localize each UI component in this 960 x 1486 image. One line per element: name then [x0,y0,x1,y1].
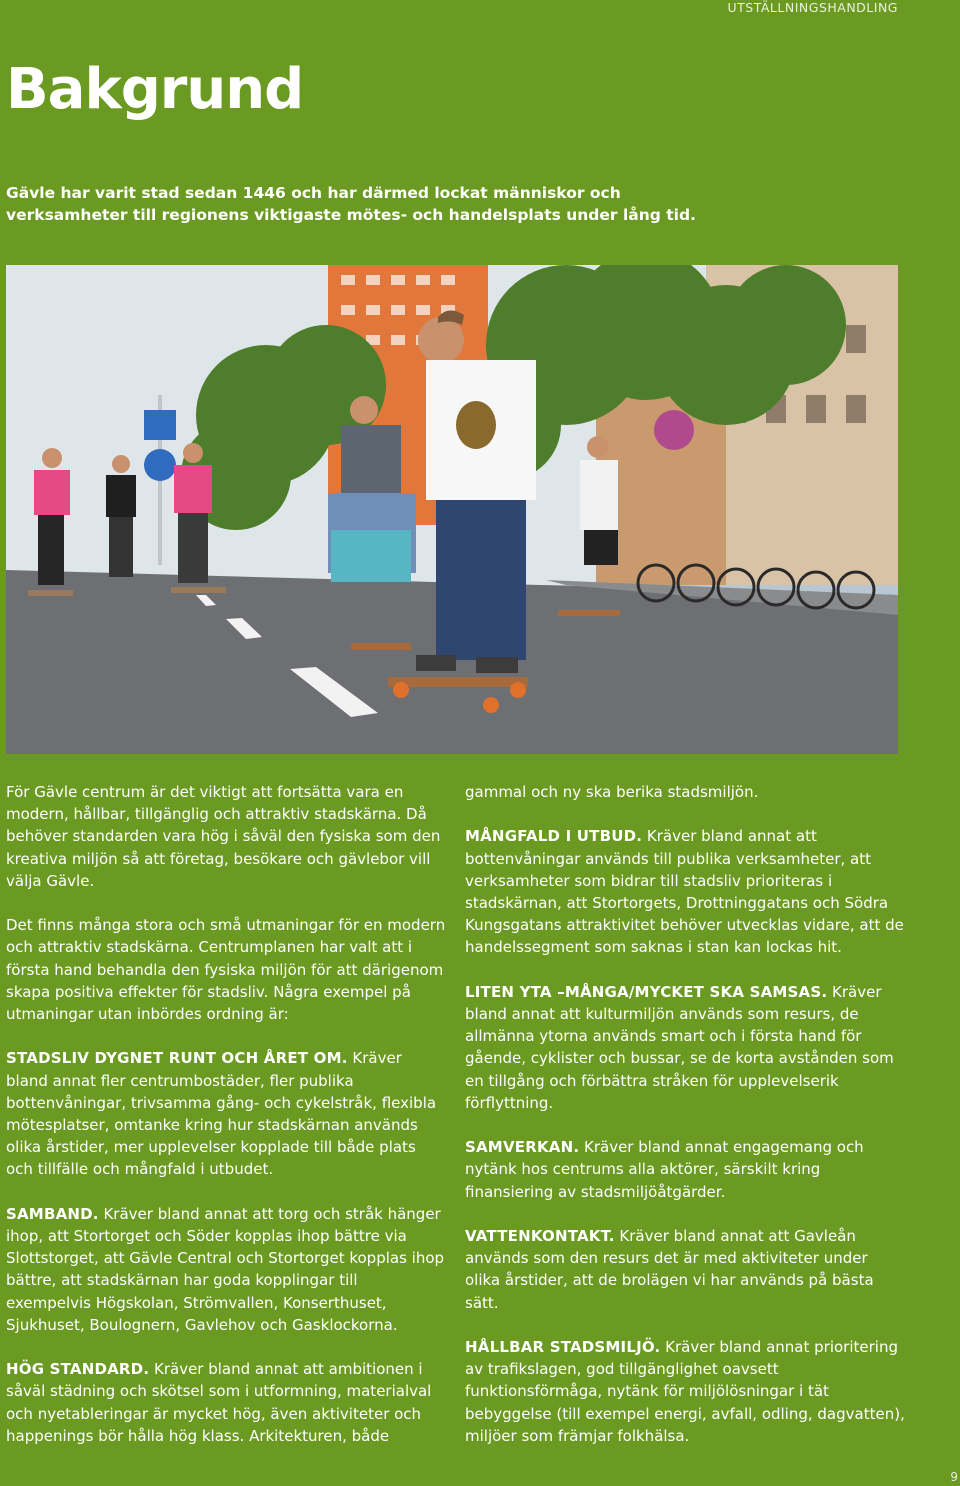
challenge-heading: SAMBAND. [6,1204,99,1223]
challenge-heading: HÅLLBAR STADSMILJÖ. [465,1338,661,1356]
page-number: 9 [950,1470,958,1484]
challenge-heading: HÖG STANDARD. [6,1360,150,1379]
challenge-item [465,981,905,1114]
challenge-item [465,1136,905,1203]
right-text-column [465,781,905,1469]
challenge-heading: SAMVERKAN. [465,1138,580,1157]
challenge-heading: LITEN YTA –MÅNGA/MYCKET SKA SAMSAS. [465,982,828,1001]
challenge-text: Kräver bland annat engagemang och nytänk hos centrums alla aktörer, särskilt kring finansiering av stadsmiljöåtgärder. [465,1138,864,1201]
skateboarders-photo [6,265,898,754]
challenge-heading: VATTENKONTAKT. [465,1227,615,1245]
challenge-text: Kräver bland annat att bottenvåningar används till publika verksamheter, att verksamheter som bidrar till stadsliv prioriteras i stadskärnan, att Stortorgets, Drottninggatans och Södra Kungsgatans attraktivitet behöver utvecklas vidare, att de handelssegment som saknas i stan kan lockas hit. [465,827,904,957]
paragraph: gammal och ny ska berika stadsmiljön. [465,783,759,801]
challenge-item [6,1358,446,1447]
challenge-item [465,1225,905,1314]
challenge-item [465,825,905,958]
page-title: Bakgrund [6,57,304,122]
challenge-item [6,1203,446,1336]
challenge-text: Kräver bland annat att Gavleån används som den resurs det är med aktiviteter under olika årstider, att de brolägen vi har används på bästa sätt. [465,1227,874,1312]
paragraph: För Gävle centrum är det viktigt att fortsätta vara en modern, hållbar, tillgänglig och attraktiv stadskärna. Då behöver standarden vara hög i såväl den fysiska som den kreativa miljön så att företag, besökare och gävlebor vill välja Gävle. [6,783,441,890]
challenge-text: Kräver bland annat att torg och stråk hänger ihop, att Stortorget och Söder kopplas ihop bättre via Slottstorget, att Gävle Central och Stortorget kopplas ihop bättre, att stadskärnan har goda kopplingar till exempelvis Högskolan, Strömvallen, Konserthuset, Sjukhuset, Boulognern, Gavlehov och Gasklockorna. [6,1204,445,1334]
challenge-text: Kräver bland annat att kulturmiljön används som resurs, de allmänna ytorna används smart och i första hand för gående, cyklister och bussar, se de korta avstånden som en tillgång och förbättra stråken för upplevelserik förflyttning. [465,982,894,1112]
challenge-item [6,1047,446,1180]
challenge-item [465,1336,905,1447]
left-text-column [6,781,446,1469]
challenge-text: Kräver bland annat fler centrumbostäder, fler publika bottenvåningar, trivsamma gång- och cykelstråk, flexibla mötesplatser, omtanke kring hur stadskärnan används olika årstider, mer upplevelser kopplade till både plats och tillfälle och mångfald i utbudet. [6,1049,437,1179]
paragraph: Det finns många stora och små utmaningar för en modern och attraktiv stadskärna. Centrumplanen har valt att i första hand behandla den fysiska miljön för att därigenom skapa positiva effekter för stadsliv. Några exempel på utmaningar utan inbördes ordning är: [6,916,446,1024]
challenge-text: Kräver bland annat prioritering av trafikslagen, god tillgänglighet oavsett funktionsförmåga, nytänk för miljölösningar i tät bebyggelse (till exempel energi, avfall, odling, dagvatten), miljöer som främjar folkhälsa. [465,1338,905,1445]
challenge-heading: MÅNGFALD I UTBUD. [465,827,643,846]
intro-paragraph: Gävle har varit stad sedan 1446 och har därmed lockat människor och verksamheter till regionens viktigaste mötes- och handelsplats under lång tid. [6,184,696,224]
document-type-label: UTSTÄLLNINGSHANDLING [727,0,898,15]
challenge-text: Kräver bland annat att ambitionen i såväl städning och skötsel som i utformning, materialval och nyetableringar är mycket hög, även aktiviteter och happenings bör hålla hög klass. Arkitekturen, både [6,1360,432,1445]
challenge-heading: STADSLIV DYGNET RUNT OCH ÅRET OM. [6,1049,348,1068]
